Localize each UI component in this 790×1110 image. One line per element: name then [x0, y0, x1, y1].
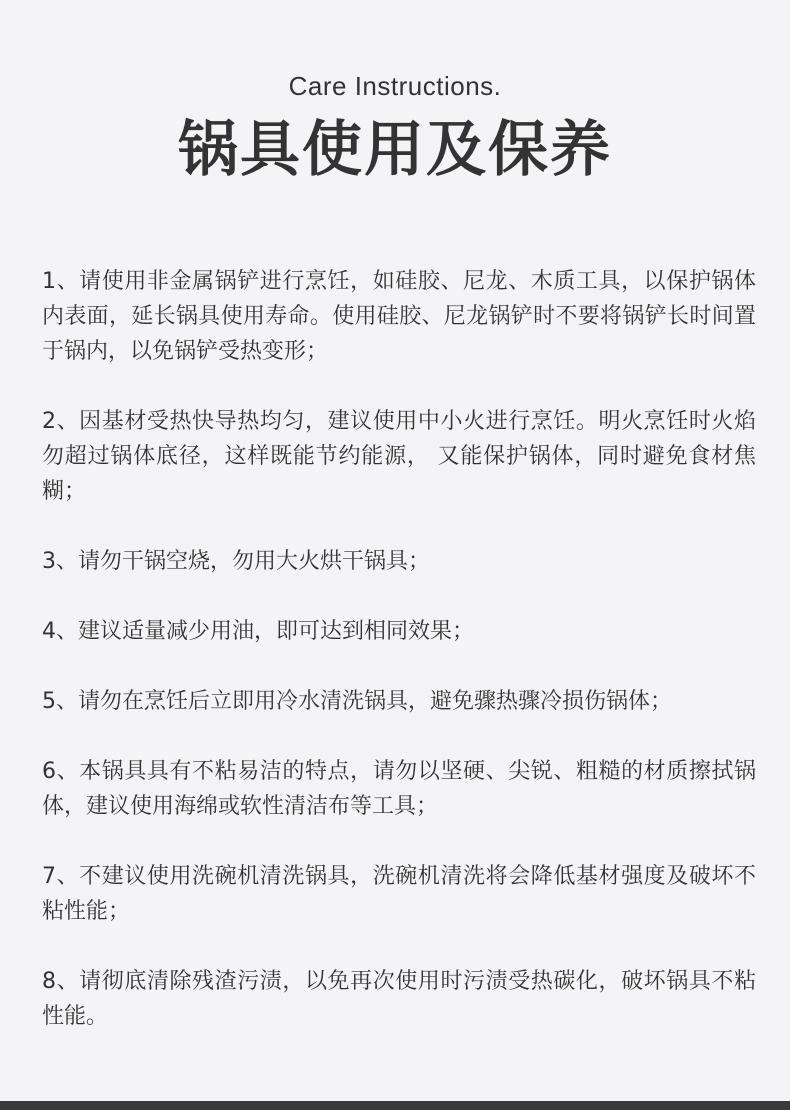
page-subtitle: Care Instructions. [288, 71, 502, 101]
instruction-list [42, 264, 756, 1069]
instruction-item-1: 1、请使用非金属锅铲进行烹饪，如硅胶、尼龙、木质工具，以保护锅体内表面，延长锅具使用寿命。使用硅胶、尼龙锅铲时不要将锅铲长时间置于锅内，以免锅铲受热变形； [42, 269, 756, 364]
instruction-item-4: 4、建议适量减少用油，即可达到相同效果； [42, 619, 474, 644]
page-title: 锅具使用及保养 [178, 115, 612, 185]
instruction-item-7: 7、不建议使用洗碗机清洗锅具，洗碗机清洗将会降低基材强度及破坏不粘性能； [42, 864, 756, 924]
instruction-item-6: 6、本锅具具有不粘易洁的特点，请勿以坚硬、尖锐、粗糙的材质擦拭锅体，建议使用海绵或软性清洁布等工具； [42, 759, 756, 819]
instruction-item-8: 8、请彻底清除残渣污渍，以免再次使用时污渍受热碳化，破坏锅具不粘性能。 [42, 969, 756, 1029]
instruction-item-3: 3、请勿干锅空烧，勿用大火烘干锅具； [42, 549, 430, 574]
instruction-item-2: 2、因基材受热快导热均匀，建议使用中小火进行烹饪。明火烹饪时火焰勿超过锅体底径，这样既能节约能源， 又能保护锅体，同时避免食材焦糊； [42, 409, 756, 504]
instruction-item-5: 5、请勿在烹饪后立即用冷水清洗锅具，避免骤热骤冷损伤锅体； [42, 689, 672, 714]
bottom-divider-bar [0, 1101, 790, 1110]
